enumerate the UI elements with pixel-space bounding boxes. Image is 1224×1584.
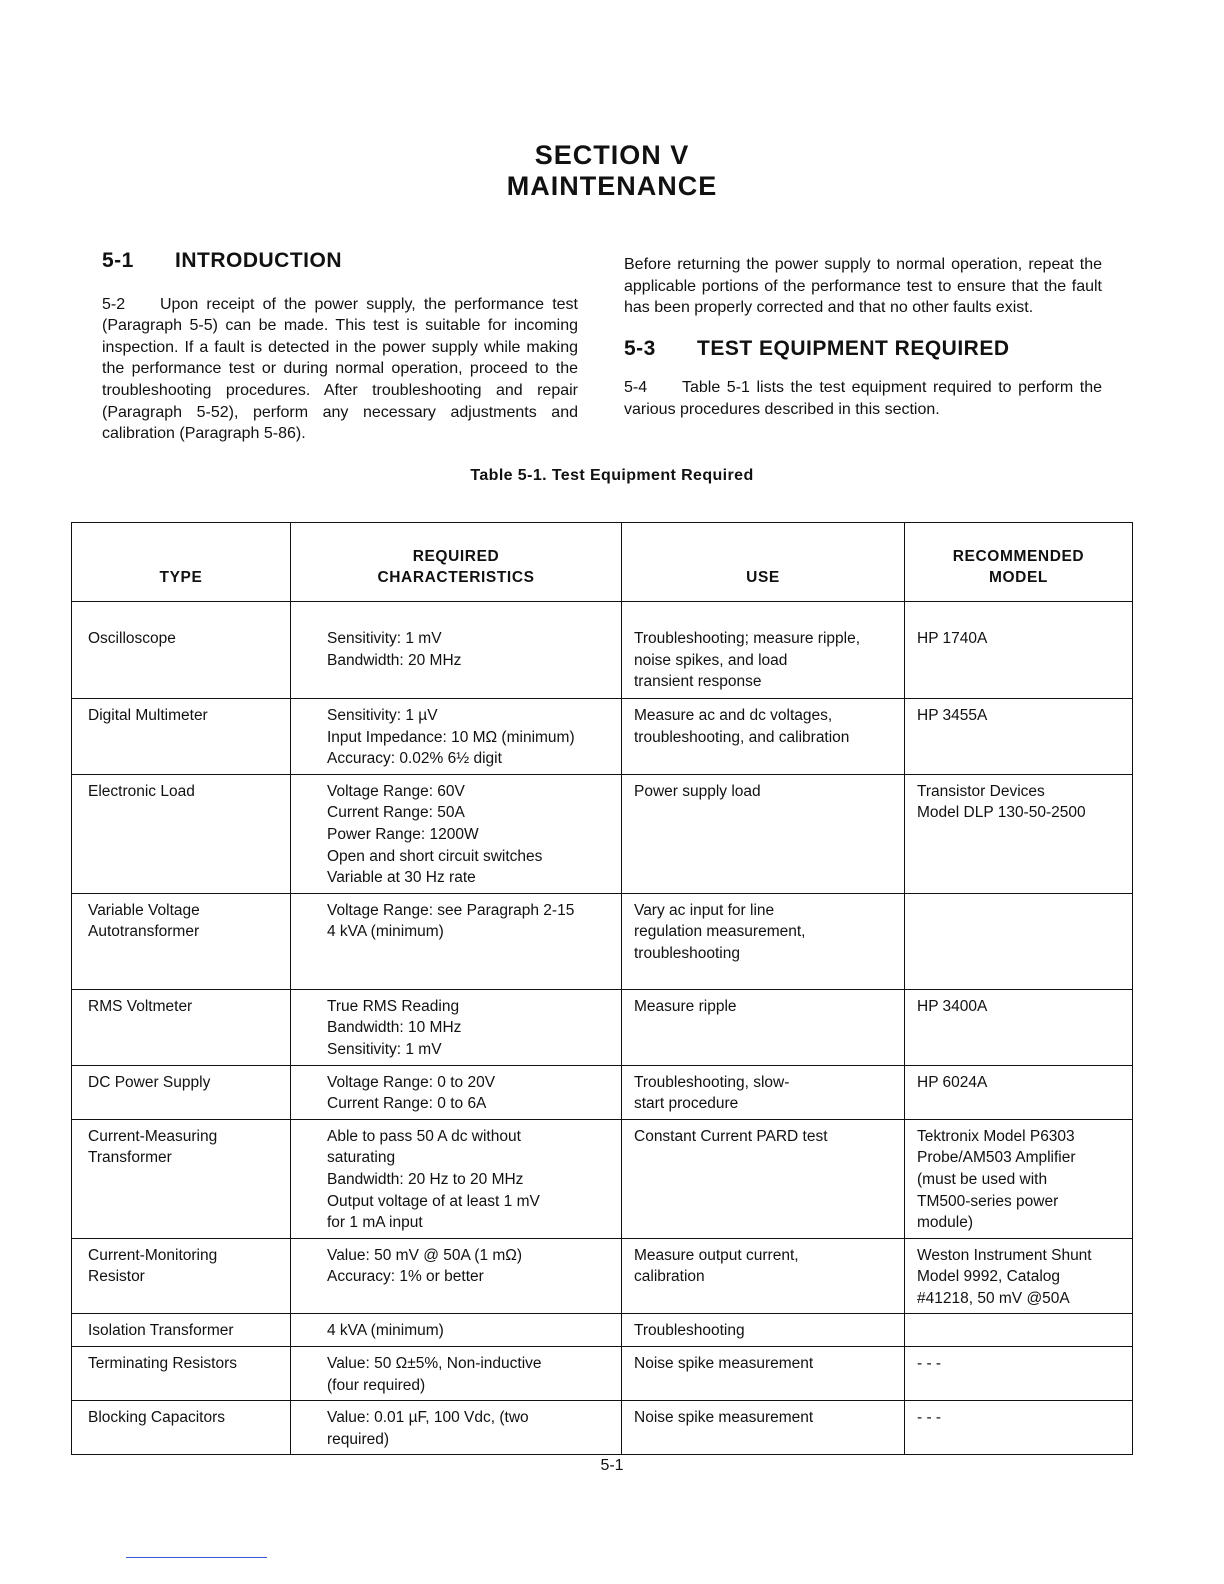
- table-row: [72, 989, 1133, 1065]
- cell-line: Measure ripple: [634, 997, 737, 1015]
- blue-underline: [126, 1557, 267, 1558]
- cell-use: [622, 1065, 905, 1119]
- cell-characteristics: [291, 1065, 622, 1119]
- header-characteristics: [291, 523, 622, 602]
- cell-line: TYPE: [159, 569, 203, 587]
- cell-line: start procedure: [634, 1095, 739, 1113]
- cell-type: [72, 1314, 291, 1347]
- cell-use: [622, 699, 905, 775]
- table-row: [72, 1119, 1133, 1238]
- cell-use: [622, 1347, 905, 1401]
- cell-use: [622, 1238, 905, 1314]
- cell-type: [72, 989, 291, 1065]
- cell-model: [905, 699, 1133, 775]
- cell-line: Measure output current,: [634, 1246, 799, 1264]
- cell-line: TM500-series power: [917, 1192, 1059, 1210]
- cell-type: [72, 893, 291, 989]
- cell-type: [72, 1119, 291, 1238]
- table-row: [72, 1065, 1133, 1119]
- cell-line: MODEL: [989, 569, 1048, 587]
- section-subtitle: MAINTENANCE: [506, 171, 718, 201]
- cell-line: troubleshooting, and calibration: [634, 728, 850, 746]
- cell-line: USE: [746, 569, 780, 587]
- section-title: SECTION V: [534, 140, 690, 170]
- cell-line: transient response: [634, 673, 762, 691]
- cell-line: Input Impedance: 10 MΩ (minimum): [327, 728, 575, 746]
- cell-type: [72, 1347, 291, 1401]
- table-row: [72, 893, 1133, 989]
- cell-line: True RMS Reading: [327, 997, 460, 1015]
- cell-line: - - -: [917, 1409, 942, 1427]
- cell-type: [72, 1238, 291, 1314]
- cell-model: [905, 1347, 1133, 1401]
- table-caption: Table 5-1. Test Equipment Required: [470, 467, 754, 484]
- heading-number: 5-1: [102, 249, 134, 272]
- cell-line: Model DLP 130-50-2500: [917, 804, 1086, 822]
- table-row: [72, 1347, 1133, 1401]
- cell-characteristics: [291, 1347, 622, 1401]
- cell-line: DC Power Supply: [88, 1073, 211, 1091]
- cell-line: CHARACTERISTICS: [377, 569, 535, 587]
- cell-line: noise spikes, and load: [634, 651, 788, 669]
- page-header: [0, 140, 1224, 202]
- paragraph-text: Table 5-1 lists the test equipment required to perform the various procedures described in this section.: [624, 379, 1102, 418]
- cell-line: Variable Voltage: [88, 901, 200, 919]
- cell-model: [905, 1314, 1133, 1347]
- cell-characteristics: [291, 1401, 622, 1455]
- cell-line: Sensitivity: 1 mV: [327, 630, 442, 647]
- cell-characteristics: [291, 1238, 622, 1314]
- cell-line: saturating: [327, 1149, 396, 1167]
- cell-line: Troubleshooting: [634, 1322, 745, 1340]
- cell-type: [72, 1065, 291, 1119]
- cell-line: Terminating Resistors: [88, 1355, 238, 1373]
- cell-line: Noise spike measurement: [634, 1355, 814, 1373]
- cell-use: [622, 989, 905, 1065]
- table-row: [72, 1238, 1133, 1314]
- cell-line: Sensitivity: 1 µV: [327, 707, 438, 724]
- cell-line: Constant Current PARD test: [634, 1127, 828, 1145]
- cell-line: Resistor: [88, 1268, 145, 1286]
- cell-line: Autotransformer: [88, 923, 200, 941]
- cell-line: RECOMMENDED: [952, 547, 1085, 565]
- cell-use: [622, 893, 905, 989]
- cell-characteristics: [291, 989, 622, 1065]
- cell-characteristics: [291, 893, 622, 989]
- cell-line: Current Range: 0 to 6A: [327, 1095, 487, 1113]
- table-row: [72, 699, 1133, 775]
- cell-line: Model 9992, Catalog: [917, 1268, 1061, 1286]
- header-use: [622, 523, 905, 602]
- cell-type: [72, 774, 291, 893]
- table-row: [72, 774, 1133, 893]
- cell-line: Vary ac input for line: [634, 901, 775, 919]
- cell-line: (four required): [327, 1376, 426, 1394]
- cell-line: module): [917, 1214, 973, 1232]
- table-row: [72, 1401, 1133, 1455]
- table-header-row: [72, 523, 1133, 602]
- cell-line: HP 1740A: [917, 630, 988, 647]
- cell-line: Troubleshooting, slow-: [634, 1073, 790, 1091]
- cell-line: 4 kVA (minimum): [327, 1322, 444, 1340]
- cell-line: Oscilloscope: [88, 630, 176, 647]
- cell-model: [905, 989, 1133, 1065]
- cell-line: Value: 50 mV @ 50A (1 mΩ): [327, 1246, 523, 1264]
- cell-line: (must be used with: [917, 1170, 1048, 1188]
- paragraph-text: Upon receipt of the power supply, the performance test (Paragraph 5-5) can be made. This test is suitable for incoming inspection. If a fault is detected in the power supply while making the performance test or during normal operation, proceed to the troubleshooting procedures. After troubleshooting and repair (Paragraph 5-52), perform any necessary adjustments and calibration (Paragraph 5-86).: [102, 295, 578, 443]
- cell-line: HP 3455A: [917, 707, 988, 724]
- cell-model: [905, 1238, 1133, 1314]
- cell-characteristics: [291, 1314, 622, 1347]
- cell-line: Blocking Capacitors: [88, 1409, 225, 1427]
- cell-line: Current Range: 50A: [327, 804, 465, 822]
- cell-use: [622, 774, 905, 893]
- cell-model: [905, 602, 1133, 699]
- cell-line: HP 3400A: [917, 997, 988, 1015]
- cell-characteristics: [291, 1119, 622, 1238]
- introduction-paragraph: [102, 294, 578, 445]
- cell-line: Value: 0.01 µF, 100 Vdc, (two: [327, 1409, 529, 1427]
- cell-line: Isolation Transformer: [88, 1322, 234, 1340]
- cell-line: Output voltage of at least 1 mV: [327, 1192, 540, 1210]
- cell-use: [622, 1401, 905, 1455]
- cell-model: [905, 1401, 1133, 1455]
- cell-characteristics: [291, 699, 622, 775]
- continued-paragraph: Before returning the power supply to normal operation, repeat the applicable portions of the performance test to ensure that the fault has been properly corrected and that no other faults exist.: [624, 256, 1102, 317]
- cell-line: Bandwidth: 10 MHz: [327, 1019, 462, 1037]
- cell-line: Measure ac and dc voltages,: [634, 707, 833, 724]
- cell-line: Electronic Load: [88, 782, 195, 800]
- left-column: [102, 250, 578, 445]
- header-model: [905, 523, 1133, 602]
- paragraph-number: 5-2: [102, 295, 126, 313]
- test-equipment-table: [71, 522, 1133, 1455]
- cell-line: REQUIRED: [412, 547, 500, 565]
- cell-type: [72, 699, 291, 775]
- heading-title: INTRODUCTION: [175, 249, 342, 272]
- cell-line: regulation measurement,: [634, 923, 806, 941]
- cell-line: Current-Measuring: [88, 1127, 218, 1145]
- heading-title: TEST EQUIPMENT REQUIRED: [697, 336, 1010, 360]
- cell-line: RMS Voltmeter: [88, 997, 193, 1015]
- cell-model: [905, 774, 1133, 893]
- page-number: 5-1: [600, 1457, 624, 1474]
- test-equipment-heading: [624, 338, 1102, 360]
- cell-line: Bandwidth: 20 Hz to 20 MHz: [327, 1170, 524, 1188]
- cell-line: Digital Multimeter: [88, 707, 208, 724]
- cell-line: Transformer: [88, 1149, 172, 1167]
- cell-type: [72, 1401, 291, 1455]
- cell-characteristics: [291, 602, 622, 699]
- cell-line: Able to pass 50 A dc without: [327, 1127, 521, 1145]
- heading-number: 5-3: [624, 336, 656, 360]
- cell-line: Sensitivity: 1 mV: [327, 1040, 442, 1058]
- cell-line: #41218, 50 mV @50A: [917, 1289, 1070, 1307]
- cell-use: [622, 1119, 905, 1238]
- cell-line: required): [327, 1430, 390, 1448]
- cell-line: Transistor Devices: [917, 782, 1045, 800]
- cell-model: [905, 893, 1133, 989]
- cell-line: Accuracy: 0.02% 6½ digit: [327, 750, 502, 768]
- cell-line: Bandwidth: 20 MHz: [327, 651, 462, 669]
- test-equipment-paragraph: [624, 377, 1102, 420]
- cell-line: Variable at 30 Hz rate: [327, 869, 476, 887]
- cell-line: Open and short circuit switches: [327, 847, 543, 865]
- table-row: [72, 1314, 1133, 1347]
- cell-line: Troubleshooting; measure ripple,: [634, 630, 861, 647]
- cell-model: [905, 1065, 1133, 1119]
- cell-line: Power Range: 1200W: [327, 825, 479, 843]
- cell-line: Value: 50 Ω±5%, Non-inductive: [327, 1355, 542, 1373]
- right-column: [624, 254, 1102, 421]
- paragraph-number: 5-4: [624, 379, 648, 397]
- cell-line: Voltage Range: 60V: [327, 782, 465, 800]
- cell-line: calibration: [634, 1268, 705, 1286]
- cell-line: Current-Monitoring: [88, 1246, 218, 1264]
- table-body: [72, 602, 1133, 1455]
- cell-line: Probe/AM503 Amplifier: [917, 1149, 1076, 1167]
- cell-line: Voltage Range: 0 to 20V: [327, 1073, 496, 1091]
- cell-line: troubleshooting: [634, 944, 740, 962]
- table-row: [72, 602, 1133, 699]
- cell-use: [622, 602, 905, 699]
- cell-line: Accuracy: 1% or better: [327, 1268, 484, 1286]
- introduction-heading: [102, 250, 578, 272]
- cell-line: Weston Instrument Shunt: [917, 1246, 1092, 1264]
- header-type: [72, 523, 291, 602]
- cell-use: [622, 1314, 905, 1347]
- cell-line: Noise spike measurement: [634, 1409, 814, 1427]
- cell-type: [72, 602, 291, 699]
- cell-line: - - -: [917, 1355, 942, 1373]
- cell-line: 4 kVA (minimum): [327, 923, 444, 941]
- cell-model: [905, 1119, 1133, 1238]
- cell-line: for 1 mA input: [327, 1214, 423, 1232]
- cell-line: Voltage Range: see Paragraph 2-15: [327, 901, 575, 919]
- cell-line: HP 6024A: [917, 1073, 988, 1091]
- cell-line: Power supply load: [634, 782, 761, 800]
- cell-line: Tektronix Model P6303: [917, 1127, 1075, 1145]
- cell-characteristics: [291, 774, 622, 893]
